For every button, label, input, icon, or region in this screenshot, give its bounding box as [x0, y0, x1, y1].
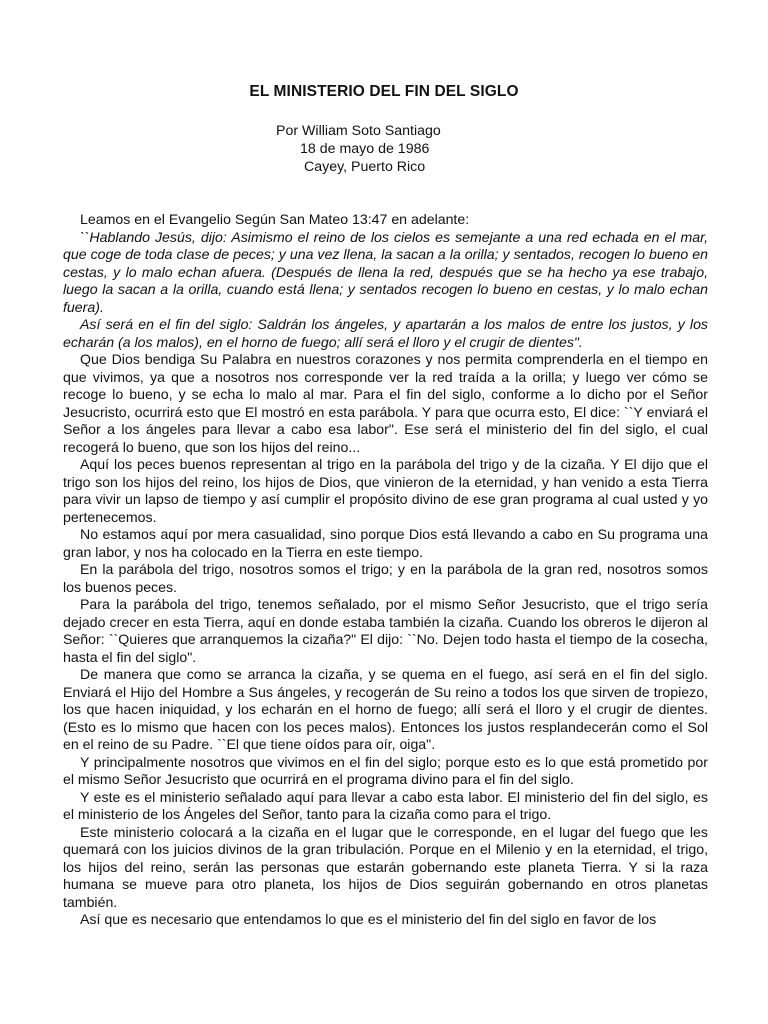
paragraph: En la parábola del trigo, nosotros somos el trigo; y en la parábola de la gran red, nosotros somos los buenos peces. [63, 561, 708, 595]
paragraph: Aquí los peces buenos representan al trigo en la parábola del trigo y de la cizaña. Y El dijo que el trigo son los hijos del reino, los hijos de Dios, que vinieron de la eternidad, y han venido a esta Tierra para vivir un lapso de tiempo y así cumplir el propósito divino de ese gran programa al cual usted y yo pertenecemos. [63, 456, 708, 525]
paragraph-scripture-quote: ``Hablando Jesús, dijo: Asimismo el reino de los cielos es semejante a una red echada en el mar, que coge de toda clase de peces; y una vez llena, la sacan a la orilla; y sentados, recogen lo bueno en cestas, y lo malo echan afuera. (Después de llena la red, después que se ha hecho ya ese trabajo, luego la sacan a la orilla, cuando está llena; y sentados recogen lo bueno en cestas, y lo malo echan fuera). [63, 228, 708, 315]
document-title: EL MINISTERIO DEL FIN DEL SIGLO [249, 83, 519, 100]
paragraph: Este ministerio colocará a la cizaña en el lugar que le corresponde, en el lugar del fuego que les quemará con los juicios divinos de la gran tribulación. Porque en el Milenio y en la eternidad, el trigo, los hijos del reino, serán las personas que estarán gobernando este planeta Tierra. Y si la raza humana se mueve para otro planeta, los hijos de Dios seguirán gobernando en otros planetas también. [63, 823, 708, 910]
paragraph: De manera que como se arranca la cizaña, y se quema en el fuego, así será en el fin del siglo. Enviará el Hijo del Hombre a Sus ángeles, y recogerán de Su reino a todos los que sirven de tropiezo, los que hacen iniquidad, y los echarán en el horno de fuego; allí será el lloro y el crugir de dientes. (Esto es lo mismo que hacen con los peces malos). Entonces los justos resplandecerán como el Sol en el reino de su Padre. ``El que tiene oídos para oír, oiga". [63, 666, 708, 752]
paragraph: Y este es el ministerio señalado aquí para llevar a cabo esta labor. El ministerio del fin del siglo, es el ministerio de los Ángeles del Señor, tanto para la cizaña como para el trigo. [63, 788, 708, 822]
place-line: Cayey, Puerto Rico [304, 159, 426, 175]
paragraph-intro: Leamos en el Evangelio Según San Mateo 13:47 en adelante: [80, 211, 470, 227]
paragraph: Para la parábola del trigo, tenemos señalado, por el mismo Señor Jesucristo, que el trigo sería dejado crecer en esta Tierra, aquí en donde estaba también la cizaña. Cuando los obreros le dijeron al Señor: ``Quieres que arranquemos la cizaña?" El dijo: ``No. Dejen todo hasta el tiempo de la cosecha, hasta el fin del siglo". [63, 596, 708, 665]
paragraph: Así que es necesario que entendamos lo que es el ministerio del fin del siglo en favor de los [80, 911, 657, 927]
document-body [63, 211, 708, 929]
paragraph-scripture-quote: Así será en el fin del siglo: Saldrán los ángeles, y apartarán a los malos de entre los justos, y los echarán (a los malos), en el horno de fuego; allí será el lloro y el crugir de dientes". [63, 316, 708, 350]
paragraph: Y principalmente nosotros que vivimos en el fin del siglo; porque esto es lo que está prometido por el mismo Señor Jesucristo que ocurrirá en el programa divino para el fin del siglo. [63, 753, 708, 787]
author-line: Por William Soto Santiago [276, 123, 441, 139]
paragraph: Que Dios bendiga Su Palabra en nuestros corazones y nos permita comprenderla en el tiempo en que vivimos, ya que a nosotros nos corresponde ver la red traída a la orilla; y luego ver cómo se recoge lo bueno, y se echa lo malo al mar. Para el fin del siglo, conforme a lo dicho por el Señor Jesucristo, ocurrirá esto que El mostró en esta parábola. Y para que ocurra esto, El dice: ``Y enviará el Señor a los ángeles para llevar a cabo esa labor". Ese será el ministerio del fin del siglo, el cual recogerá lo bueno, que son los hijos del reino... [63, 351, 708, 455]
paragraph: No estamos aquí por mera casualidad, sino porque Dios está llevando a cabo en Su programa una gran labor, y nos ha colocado en la Tierra en este tiempo. [63, 526, 708, 560]
date-line: 18 de mayo de 1986 [300, 141, 430, 157]
